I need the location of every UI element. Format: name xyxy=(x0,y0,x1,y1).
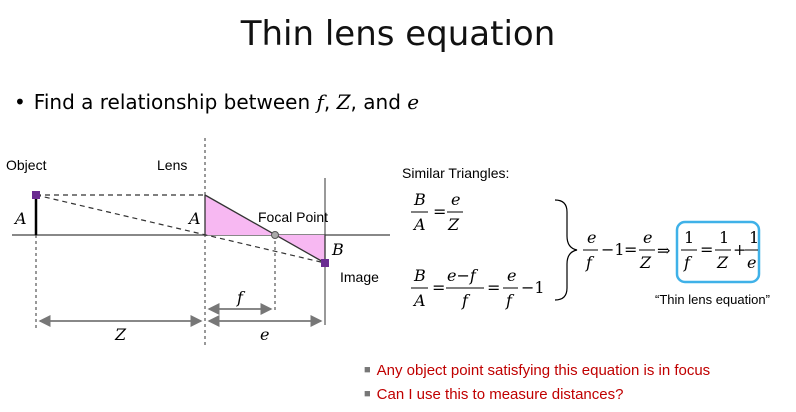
note-item-distances xyxy=(364,386,623,403)
comb-minus-one: −1 xyxy=(601,240,625,259)
implies-arrow-icon: ⇒ xyxy=(657,241,671,260)
square-bullet-icon: ■ xyxy=(364,364,371,376)
eq2-den3: f xyxy=(506,291,512,310)
object-label: Object xyxy=(6,157,47,173)
final-num3: 1 xyxy=(749,228,760,247)
eq2-equals-2: = xyxy=(487,278,501,297)
eq2-num1: B xyxy=(414,266,426,285)
eq2-den1: A xyxy=(414,291,426,310)
label-Z: Z xyxy=(115,325,127,344)
label-A-object: A xyxy=(15,209,27,228)
eq2-num2: e−f xyxy=(447,266,476,285)
note-text-distances: Can I use this to measure distances? xyxy=(376,386,624,403)
bullet-sep-1: , xyxy=(323,90,337,114)
note-item-focus xyxy=(364,362,710,379)
eq1-den1: A xyxy=(414,215,426,234)
comb-num1: e xyxy=(587,228,597,247)
final-den3: e xyxy=(747,253,757,272)
final-num1: 1 xyxy=(684,228,695,247)
equation-final xyxy=(681,228,759,272)
var-Z: Z xyxy=(336,90,351,114)
var-f: f xyxy=(316,90,324,114)
var-e: e xyxy=(407,90,420,114)
bullet-dot-icon: • xyxy=(14,90,26,114)
equation-1 xyxy=(411,190,463,234)
bullet-sep-2: , and xyxy=(350,90,408,114)
right-brace-icon xyxy=(555,200,577,300)
comb-den1: f xyxy=(586,253,592,272)
slide-title: Thin lens equation xyxy=(240,14,556,54)
final-num2: 1 xyxy=(719,228,730,247)
similar-heading: Similar Triangles: xyxy=(402,165,510,181)
final-den2: Z xyxy=(717,253,729,272)
eq2-num3: e xyxy=(507,266,517,285)
final-equals: = xyxy=(700,240,714,259)
label-B: B xyxy=(332,240,344,259)
comb-den2: Z xyxy=(640,253,652,272)
image-label: Image xyxy=(340,269,379,285)
label-f: f xyxy=(237,288,243,307)
eq1-den2: Z xyxy=(448,215,460,234)
focal-point-label: Focal Point xyxy=(258,209,329,225)
label-A-lens: A xyxy=(189,209,201,228)
eq1-num1: B xyxy=(414,190,426,209)
eq1-equals: = xyxy=(433,202,447,221)
bullet-prefix: Find a relationship between xyxy=(33,90,317,114)
final-plus: + xyxy=(733,240,747,259)
eq2-equals-1: = xyxy=(432,278,446,297)
eq2-den2: f xyxy=(462,291,468,310)
final-den1: f xyxy=(684,253,690,272)
thin-lens-caption: “Thin lens equation” xyxy=(655,292,770,307)
label-e: e xyxy=(260,325,270,344)
lens-label: Lens xyxy=(157,157,188,173)
note-text-focus: Any object point satisfying this equation is in focus xyxy=(376,362,711,379)
equation-combined xyxy=(583,228,670,272)
equation-2 xyxy=(411,266,545,310)
eq1-num2: e xyxy=(451,190,461,209)
eq2-tail: −1 xyxy=(521,278,545,297)
square-bullet-icon: ■ xyxy=(364,388,371,400)
comb-num2: e xyxy=(643,228,653,247)
comb-equals: = xyxy=(624,240,638,259)
